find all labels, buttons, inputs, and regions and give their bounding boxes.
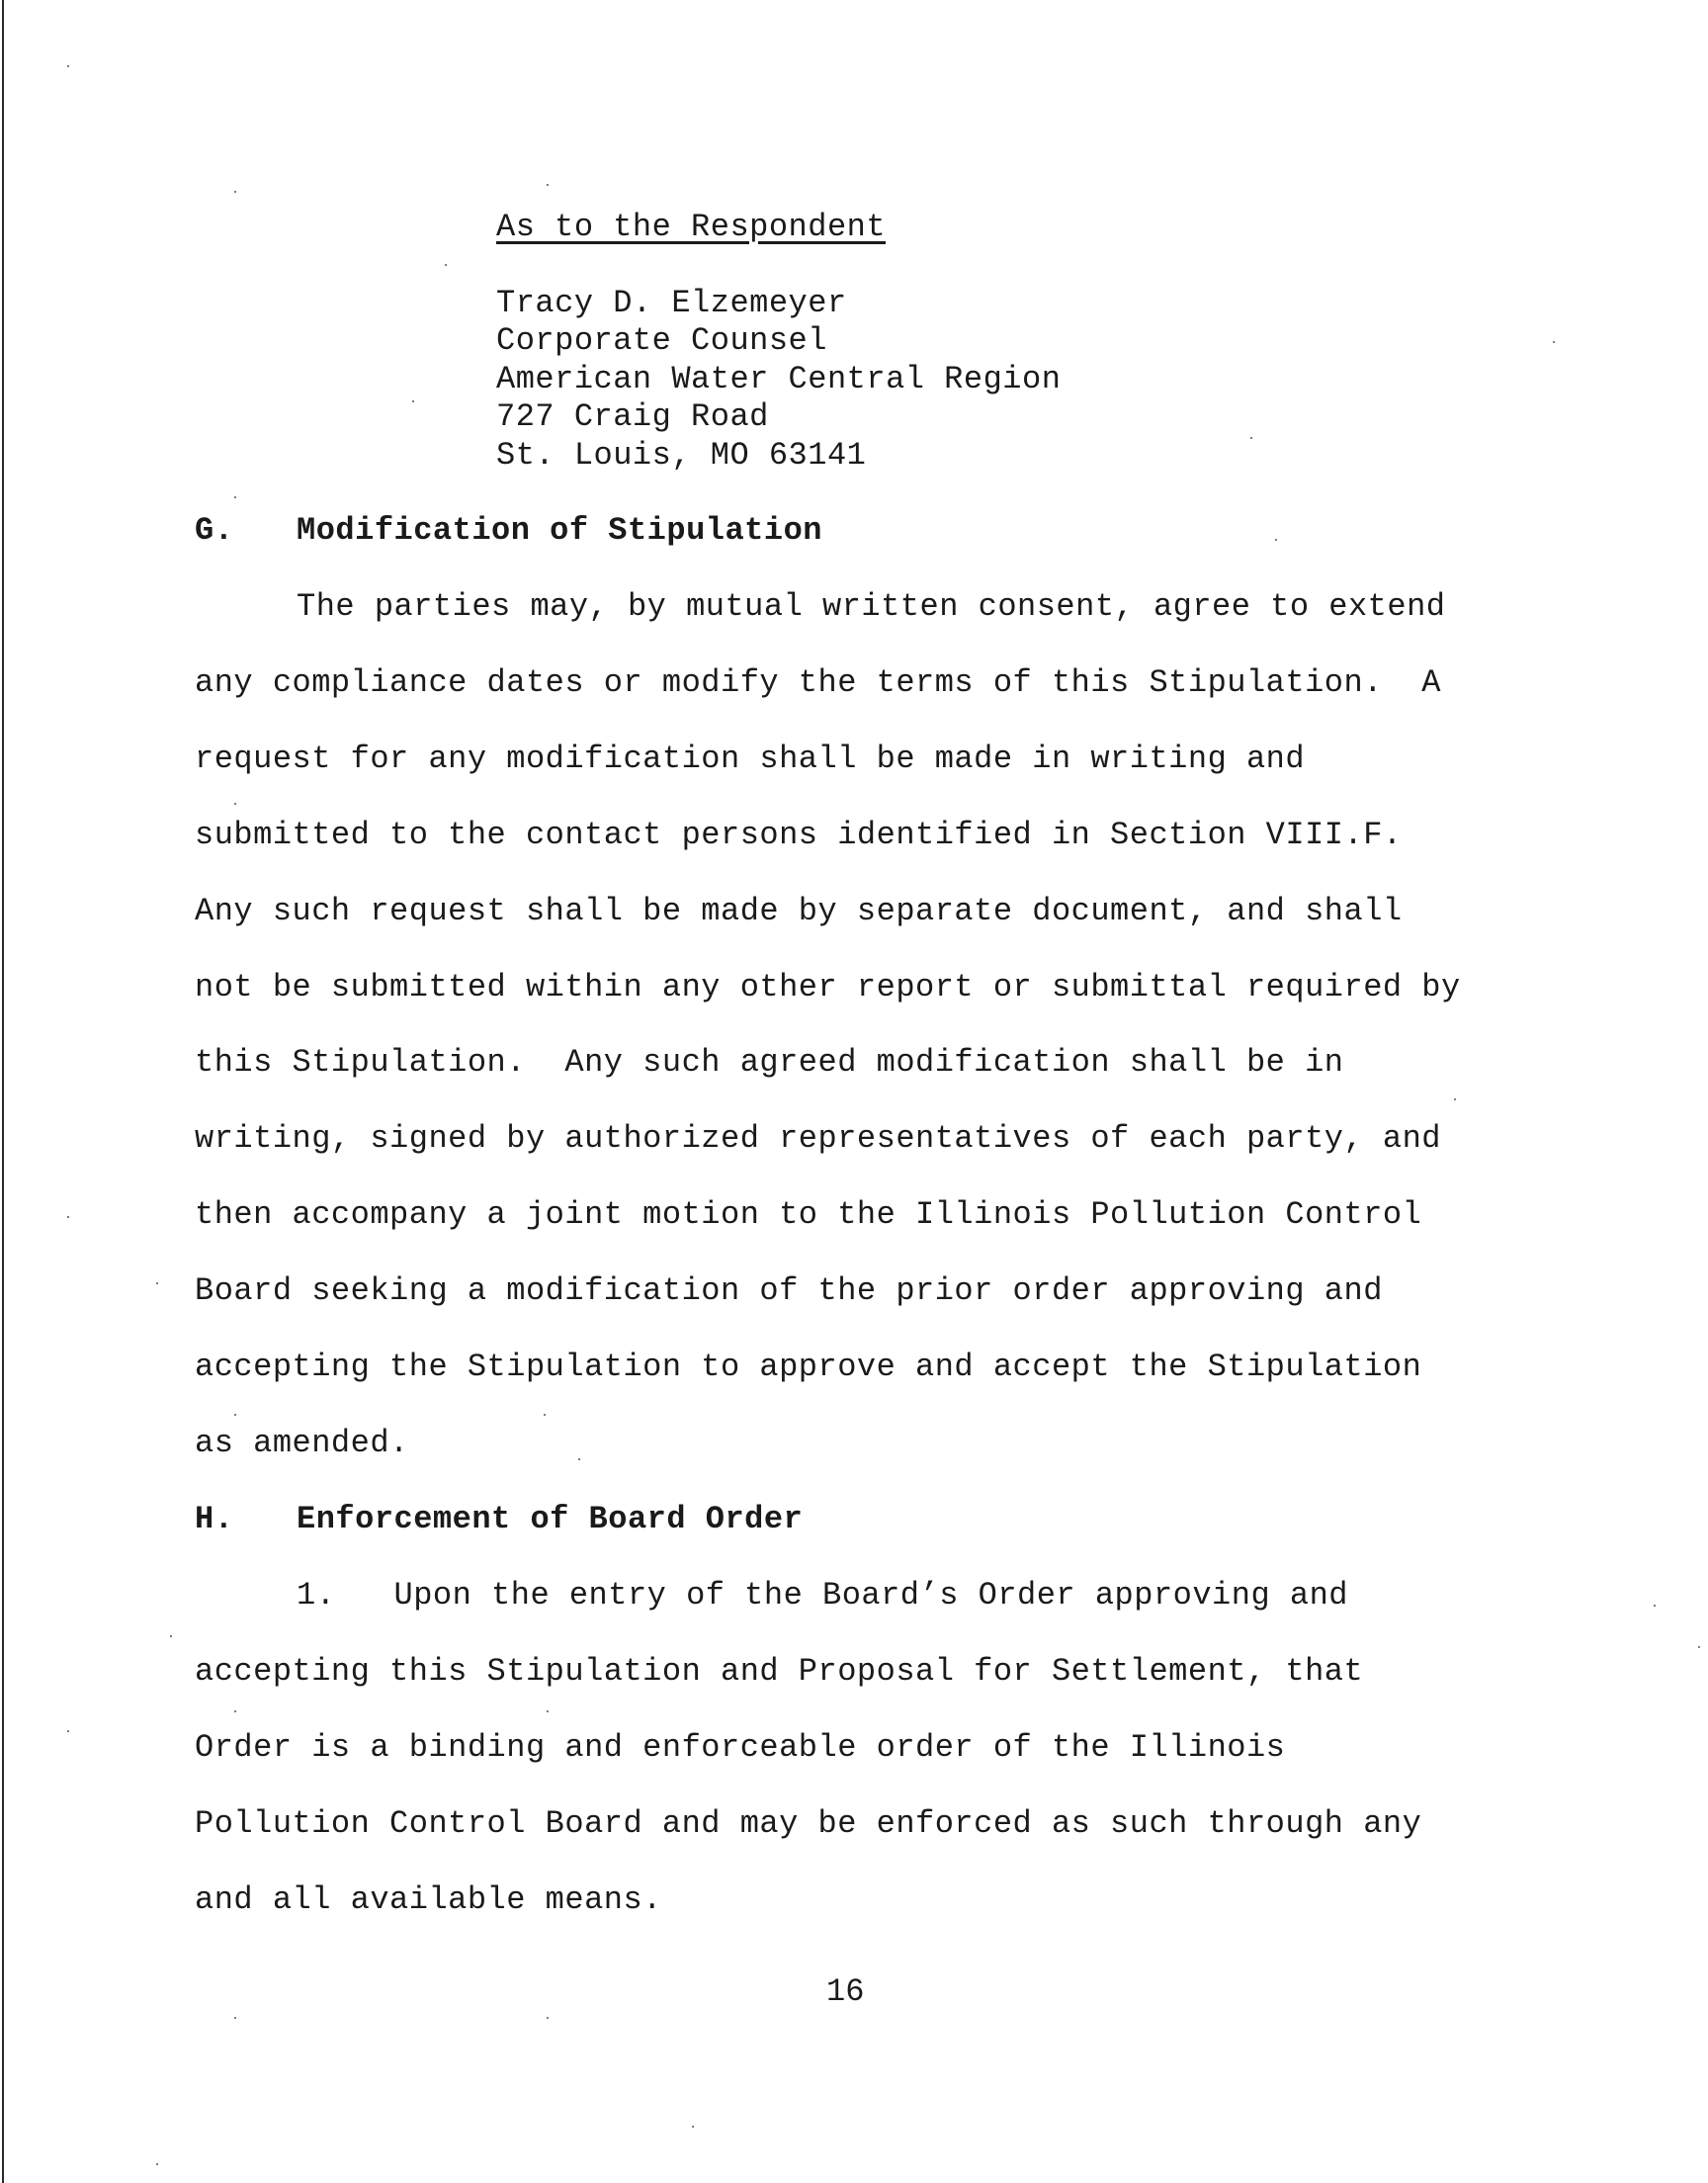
respondent-name: Tracy D. Elzemeyer [496,285,847,321]
scan-speck [412,400,414,402]
scan-speck [234,191,236,193]
scan-speck [67,65,69,67]
scan-speck [1698,1646,1700,1648]
section-g-line: Any such request shall be made by separate document, and shall [195,893,1403,929]
scan-speck [234,2017,236,2019]
respondent-title: Corporate Counsel [496,322,827,359]
section-g-title: Modification of Stipulation [297,512,822,549]
respondent-city: St. Louis, MO 63141 [496,437,867,474]
scan-speck [234,1414,236,1416]
section-g-line: as amended. [195,1425,409,1461]
section-h-line: 1. Upon the entry of the Board’s Order approving and [297,1577,1348,1614]
respondent-street: 727 Craig Road [496,398,769,435]
scan-speck [1250,437,1252,439]
section-g-line: submitted to the contact persons identified in Section VIII.F. [195,817,1403,853]
scan-speck [1654,1605,1656,1607]
scan-speck [67,1216,69,1218]
scan-edge-line [2,0,4,2183]
section-g-line: this Stipulation. Any such agreed modification shall be in [195,1044,1344,1081]
section-h-letter: H. [195,1501,234,1537]
scan-speck [547,1710,549,1712]
section-h-line: Order is a binding and enforceable order of the Illinois [195,1729,1286,1766]
section-g-line: writing, signed by authorized representatives of each party, and [195,1120,1441,1157]
scan-speck [547,184,549,186]
section-g-line: then accompany a joint motion to the Illinois Pollution Control [195,1196,1422,1233]
respondent-heading: As to the Respondent [496,209,887,245]
section-h-title: Enforcement of Board Order [297,1501,804,1537]
scan-speck [156,2163,158,2165]
scan-speck [234,496,236,498]
section-h-line: accepting this Stipulation and Proposal for Settlement, that [195,1653,1364,1690]
respondent-organization: American Water Central Region [496,361,1062,397]
section-g-line: request for any modification shall be made in writing and [195,741,1306,777]
scan-speck [1454,1098,1456,1100]
section-h-line: Pollution Control Board and may be enforced as such through any [195,1805,1422,1842]
scan-speck [234,803,236,805]
page-number: 16 [826,1973,865,2010]
scan-speck [156,1282,158,1284]
section-g-line: Board seeking a modification of the prior order approving and [195,1272,1383,1309]
scan-speck [67,1730,69,1732]
scan-speck [234,1710,236,1712]
section-g-line: The parties may, by mutual written consent, agree to extend [297,588,1446,625]
scan-speck [544,1414,546,1416]
scan-speck [1275,539,1277,541]
scan-speck [578,1458,580,1460]
section-g-letter: G. [195,512,234,549]
scan-speck [1553,341,1555,343]
section-h-line: and all available means. [195,1881,662,1918]
scan-speck [547,2017,549,2019]
scan-speck [445,264,447,266]
scan-speck [170,1635,172,1637]
section-g-line: any compliance dates or modify the terms of this Stipulation. A [195,664,1441,701]
section-g-line: not be submitted within any other report or submittal required by [195,969,1461,1005]
section-g-line: accepting the Stipulation to approve and accept the Stipulation [195,1349,1422,1385]
scan-speck [692,2126,694,2128]
